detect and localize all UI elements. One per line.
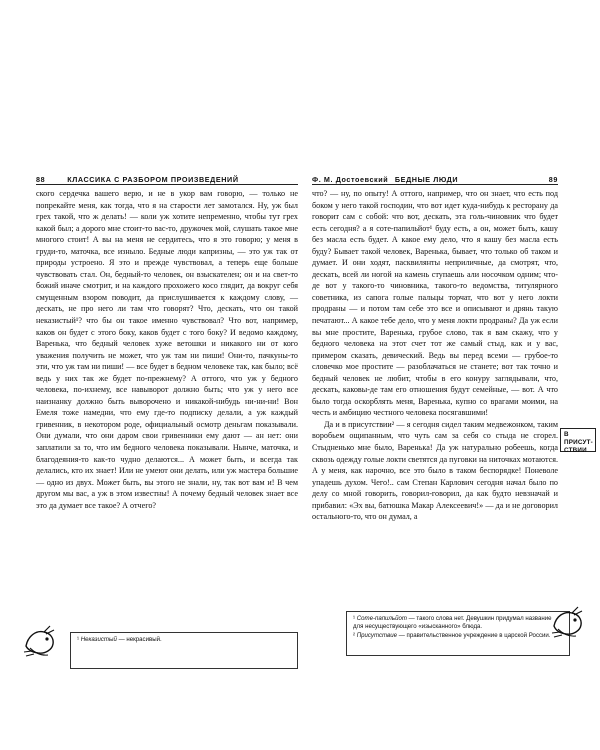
right-header-rule	[312, 184, 558, 185]
right-footnote-2-text: — правительственное учреждение в царской России.	[397, 632, 551, 639]
right-footnote-1: ¹ Соте-папильйот — такого слова нет. Девушкин придумал название для несуществующего «изысканного» блюда.	[353, 615, 552, 630]
right-page-number: 89	[548, 175, 558, 184]
right-running-head-title: БЕДНЫЕ ЛЮДИ	[394, 175, 459, 184]
left-footnote-box	[70, 632, 298, 669]
bird-sketch-icon	[548, 604, 588, 642]
left-footnote-1: ¹ Неказистый — некрасивый.	[77, 636, 162, 643]
right-paragraph-1: что? — ну, по опыту! А оттого, например, что он знает, что есть под боком у него такой господин, что вот идет куда-нибудь к ресторану да говорит сам с собой: что вот, дескать, эта голь-чиновник что будет есть сегодня? а я соте-папильйот¹ буду есть, а он, может быть, кашу без масла есть будет. А какое ему дело, что я кашу без масла есть буду? Бывает такой человек, Варенька, бывает, что только об таком и думает. И они ходят, пасквилянты неприличные, да смотрят, что, дескать, всей ли ногой на камень ступаешь али носочком одним; что-де вот у такого-то чиновника, такого-то ведомства, титулярного советника, из сапога голые пальцы торчат, что вот у него локти продраны — и потом там себе это все и описывают и дрянь такую печатают... А какое тебе дело, что у меня локти продраны? Да уж если вы мне простите, Варенька, грубое слово, так я вам скажу, что у бедного человека на этот счет тот же самый стыд, как и у вас, примером сказать, девический. Ведь вы перед всеми — грубое-то словечко мое простите — разоблачаться не станете; вот так точно и бедный человек не любит, чтобы в его конуру заглядывали, что, дескать, каковы-де там его отношения будут семейные, — вот. А что было тогда оскорблять меня, Варенька, купно со врагами моими, на честь и амбицию честного человека посягавшими!	[312, 189, 558, 418]
right-page-header	[312, 172, 558, 184]
left-paragraph-1: ского сердечка вашего верю, и не в укор вам говорю, — только не попрекайте меня, как тогда, что я на старости лет замотался. Ну, уж был грех такой, что ж делать! — коли уж хотите непременно, чтобы тут грех какой был; а дорого мне стоит-то вас-то, дружочек мой, слушать такое мне многого стоит! А вы на меня не сердитесь, что я это говорю; у меня в груди-то, маточка, все изныло. Бедные люди капризны, — это уж так от природы устроено. Я это и прежде чувствовал, а теперь еще больше чувствовать стал. Он, бедный-то человек, он взыскателен; он и на свет-то божий иначе смотрит, и на каждого прохожего косо глядит, да вокруг себя смущенным взором поводит, да прислушивается к каждому слову, — дескать, не про него ли там что говорят? Что, дескать, что он такой неказистый¹? что бы он такое именно чувствовал? Что вот, например, каков он будет с этого боку, каков будет с того боку? И ведомо каждому, Варенька, что бедный человек хуже ветошки и никакого ни от кого уважения получить не может, что уж там ни пиши! Они-то, пачкуны-то эти, что уж там ни пиши! — все будет в бедном человеке так, как было; всё ведь у них так же будет по-прежнему? А оттого, что уж у бедного человека, по-ихнему, все навыворот должно быть; что уж у него все наизнанку должно быть выворочено и никакой-нибудь ни-ни-ни! Вон Емеля тоже намедни, что ему где-то подписку делали, а уж каждый гривенник, в некотором роде, официальный осмотр деньгам показывали. Они думали, что они даром свои гривенники ему дают — ан нет: они заплатили за то, что им бедного человека показывали. Нынче, маточка, и благодеяния-то как-то чудно делаются... А может быть, и всегда так делались, кто их знает! Или не умеют они делать, или уж мастера большие — одно из двух. Может быть, вы этого не знали, ну, так вот вам и! В чем другом мы вас, а уж в этом известны! А почему бедный человек знает все это да думает все такое? А отчего?	[36, 189, 298, 510]
left-running-head: КЛАССИКА С РАЗБОРОМ ПРОИЗВЕДЕНИЙ	[67, 175, 239, 184]
right-footnote-1-term: Соте-папильйот	[356, 615, 407, 622]
left-page-number: 88	[36, 175, 46, 184]
side-note-box: В ПРИСУТ-СТВИИ	[560, 428, 596, 452]
left-page-header	[36, 172, 298, 184]
left-footnote-1-text: — некрасивый.	[116, 636, 162, 643]
right-page-body	[312, 188, 558, 523]
right-footnote-2-term: Присутствие	[356, 632, 398, 639]
right-running-head-author: Ф. М. Достоевский	[312, 175, 389, 184]
left-header-rule	[36, 184, 298, 185]
right-footnote-1-text: — такого слова нет. Девушкин придумал название для несуществующего «изысканного» блюда.	[353, 615, 552, 630]
right-footnote-box	[346, 611, 570, 656]
bird-sketch-icon	[20, 622, 60, 660]
right-running-head	[312, 175, 458, 184]
left-footnote-1-term: Неказистый	[80, 636, 117, 643]
right-footnote-2: ² Присутствие — правительственное учреждение в царской России.	[353, 632, 551, 639]
left-page-body	[36, 188, 298, 511]
right-paragraph-2: Да и в присутствии² — я сегодня сидел таким медвежонком, таким воробьем ощипанным, что чуть сам за себя со стыда не сгорел. Стыдненько мне было, Варенька! Да уж натурально робеешь, когда сквозь одежду голые локти светятся да пуговки на ниточках мотаются. А у меня, как нарочно, все это было в таком беспорядке! Поневоле упадешь духом. Чего!.. сам Степан Карлович сегодня начал было по делу со мной говорить, говорил-говорил, да как будто невзначай и прибавил: «Эх вы, батюшка Макар Алексеевич!» — да и не договорил остального-то, что он думал, а	[312, 419, 558, 522]
